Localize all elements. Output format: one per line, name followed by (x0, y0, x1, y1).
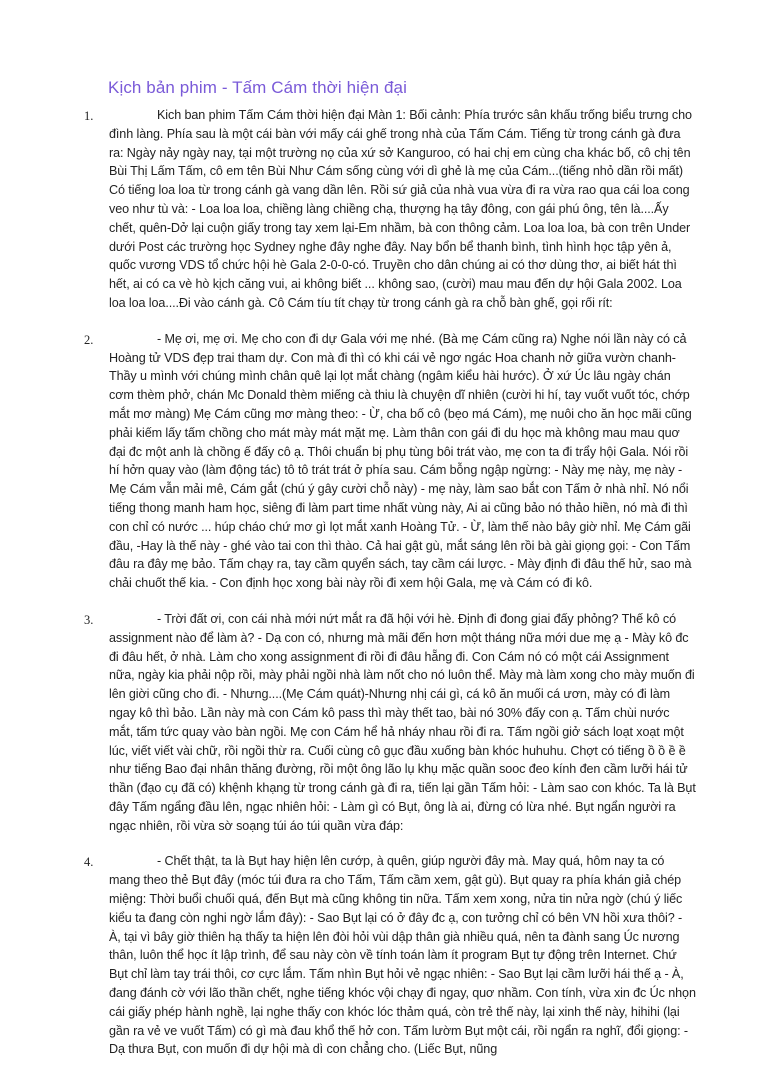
document-title: Kịch bản phim - Tấm Cám thời hiện đại (108, 78, 407, 97)
list-item-text: - Mẹ ơi, mẹ ơi. Mẹ cho con đi dự Gala với mẹ nhé. (Bà mẹ Cám cũng ra) Nghe nói lần này có cả Hoàng tử VDS đẹp trai tham dự. Con mà đi thì có khi cái vẻ ngơ ngác Hoa chanh nở giữa vườn chanh-Thầy u mình với chúng mình chân quê lại lọt mắt chàng (ngâm kiểu hài hước). Ở xứ Úc lâu ngày chán cơm thèm phở, chán Mc Donald thèm miếng cà thiu là chuyện dĩ nhiên (cười hi hí, tay vuốt vuốt tóc, chớp mắt mơ màng) Mẹ Cám cũng mơ màng theo: - Ừ, cha bố cô (bẹo má Cám), mẹ nuôi cho ăn học mãi cũng phải kiếm lấy tấm chồng cho mát mày mát mặt mẹ. Làm thân con gái đi du học mà không mau mau quơ đại đc một anh là chồng ế đấy cô ạ. Thôi chuẩn bị phụ tùng bôi trát vào, mẹ con ta đi trẩy hội Gala. Nói rồi hí hởn quay vào (làm động tác) tô tô trát trát ở phía sau. Cám bỗng ngập ngừng: - Này mẹ này, mẹ này - Mẹ Cám vẫn mải mê, Cám gắt (chú ý gây cười chỗ này) - mẹ này, làm sao bắt con Tấm ở nhà nhỉ. Nó nổi tiếng thong manh ham học, siêng đi làm part time nhất vùng này, Ai ai cũng bảo nó thảo hiền, nó mà đi thì con chỉ có nước ... húp cháo chứ mơ gì lọt mắt xanh Hoàng Tử. - Ừ, làm thế nào bây giờ nhỉ. Mẹ Cám gãi đầu, -Hay là thế này - ghé vào tai con thì thào. Cả hai gật gù, mắt sáng lên rồi bà gài giọng gọi: - Con Tấm đâu ra đây mẹ bảo. Tấm chạy ra, tay cầm quyển sách, tay cầm cái lược. - Mày định đi đâu thế hử, sao mà chải chuốt thế kia. - Con định học xong bài này rồi đi xem hội Gala, mẹ và Cám có đi kô. (109, 331, 692, 591)
list-item (84, 106, 696, 313)
list-item-text: - Chết thật, ta là Bụt hay hiện lên cướp, à quên, giúp người đây mà. May quá, hôm nay ta có mang theo thẻ Bụt đây (móc túi đưa ra cho Tấm, Tấm cầm xem, gật gù). Bụt quay ra phía khán giả chép miệng: Thời buổi chuối quá, đến Bụt mà cũng không tin nữa. Tấm xem xong, nửa tin nửa ngờ (chú ý liếc kiểu ta đang còn nghi ngờ lắm đây): - Sao Bụt lại có ở đây đc ạ, con tưởng chỉ có bên VN hồi xưa thôi? - À, tại vì bây giờ thiên hạ thấy ta hiện lên đòi hỏi vùi dập thân già nhiều quá, nên ta đành sang Úc nương thân, luôn thể học ít lập trình, để sau này còn về tính toán làm ít program Bụt tự động trên Internet. Chứ Bụt chỉ làm tay trái thôi, cơ cực lắm. Tấm nhìn Bụt hỏi vẻ ngạc nhiên: - Sao Bụt lại cầm lưỡi hái thế ạ - À, đang đánh cờ với lão thần chết, nghe tiếng khóc vội chạy đi ngay, quơ nhầm. Con tính, vừa xin đc Úc nhọn cái giấy phép hành nghề, lại nghe thấy con khóc lóc thảm quá, còn trẻ thế này, lại xinh thế này, hihihi (lại gần ra vẻ ve vuốt Tấm) có gì mà đau khổ thế hở con. Tấm lườm Bụt một cái, rồi ngẩn ra nghĩ, đổi giọng: - Dạ thưa Bụt, con muốn đi dự hội mà dì con chẳng cho. (Liếc Bụt, nũng (109, 854, 696, 1057)
list-item-number: 1. (84, 109, 94, 123)
script-paragraph-list (84, 106, 696, 1076)
list-item (84, 330, 696, 593)
list-item-text: - Trời đất ơi, con cái nhà mới nứt mắt ra đã hội với hè. Định đi đong giai đấy phỏng? Thế kô có assignment nào để làm à? - Dạ con có, nhưng mà mãi đến hơn một tháng nữa mới due mẹ ạ - Mày kô đc đi đâu hết, ở nhà. Làm cho xong assignment đi rồi đi đâu hẵng đi. Con Cám nó có một cái Assignment nữa, ngày kia phải nộp rồi, mày phải ngồi nhà làm nốt cho nó luôn thể. Mày mà làm xong cho mày muốn đi lên giời cũng cho đi. - Nhưng....(Mẹ Cám quát)-Nhưng nhị cái gì, cá kô ăn muối cá ươn, mày có đi làm ngay kô thì bảo. Lần này mà con Cám kô pass thì mày thết tao, bài nó 30% đấy con ạ. Tấm chùi nước mắt, tấm tức quay vào bàn ngồi. Mẹ con Cám hể hả nháy nhau rồi đi ra. Tấm ngồi giở sách loạt xoạt một lúc, viết viết vài chữ, rồi ngồi thừ ra. Cuối cùng cô gục đầu xuống bàn khóc huhuhu. Chợt có tiếng ồ ồ ề ề như tiếng Bao đại nhân thăng đường, rồi một ông lão lụ khụ mặc quần sooc đeo kính đen cầm lưỡi hái tử thần (đạo cụ đã có) khệnh khạng từ trong cánh gà đi ra, tiến lại gần Tấm hỏi: - Làm sao con khóc. Ta là Bụt đây Tấm ngẩng đầu lên, ngạc nhiên hỏi: - Làm gì có Bụt, ông là ai, đừng có lừa nhé. Bụt ngẩn người ra ngạc nhiên, rồi vừa sờ soạng túi áo túi quần vừa đáp: (109, 611, 696, 833)
list-item-number: 3. (84, 612, 94, 627)
list-item (84, 852, 696, 1059)
list-item (84, 610, 696, 836)
list-item-number: 2. (84, 332, 94, 347)
list-item-number: 4. (84, 855, 94, 870)
list-item-text: Kich ban phim Tấm Cám thời hiện đại Màn 1: Bối cảnh: Phía trước sân khấu trống biểu trưng cho đình làng. Phía sau là một cái bàn với mấy cái ghế trong nhà của Tấm Cám. Tiếng từ trong cánh gà đưa ra: Ngày nảy ngày nay, tại một trường nọ của xứ sở Kanguroo, có hai chị em cùng cha khác bố, cô chị tên Bùi Thị Lấm Tấm, cô em tên Bùi Như Cám sống cùng với dì ghẻ là mẹ của Cám...(tiếng nhỏ dần rồi mất) Có tiếng loa loa từ trong cánh gà vang dần lên. Rồi sứ giả của nhà vua vừa đi ra vừa rao qua cái loa cong veo như tù và: - Loa loa loa, chiềng làng chiềng chạ, thượng hạ tây đông, con gái phú ông, tên là....Ấy chết, quên-Dở lại cuộn giấy trong tay xem lại-Em nhầm, bà con thông cảm. Loa loa loa, bà con trên Under dưới Post các trường học Sydney nghe đây nghe đây. Nay bổn bể thanh bình, tình hình học tập yên ả, quốc vương VDS tổ chức hội hè Gala 2-0-0-có. Truyền cho dân chúng ai có thơ dùng thơ, ai biết hát thì hết, ai có ca vè hò kịch căng vui, ai không biết ... không sao, (cười) mau mau đến dự hội Gala 2002. Loa loa loa loa....Đi vào cánh gà. Cô Cám tíu tít chạy từ trong cánh gà ra chỗ bàn ghế, gọi rối rít: (109, 108, 692, 310)
